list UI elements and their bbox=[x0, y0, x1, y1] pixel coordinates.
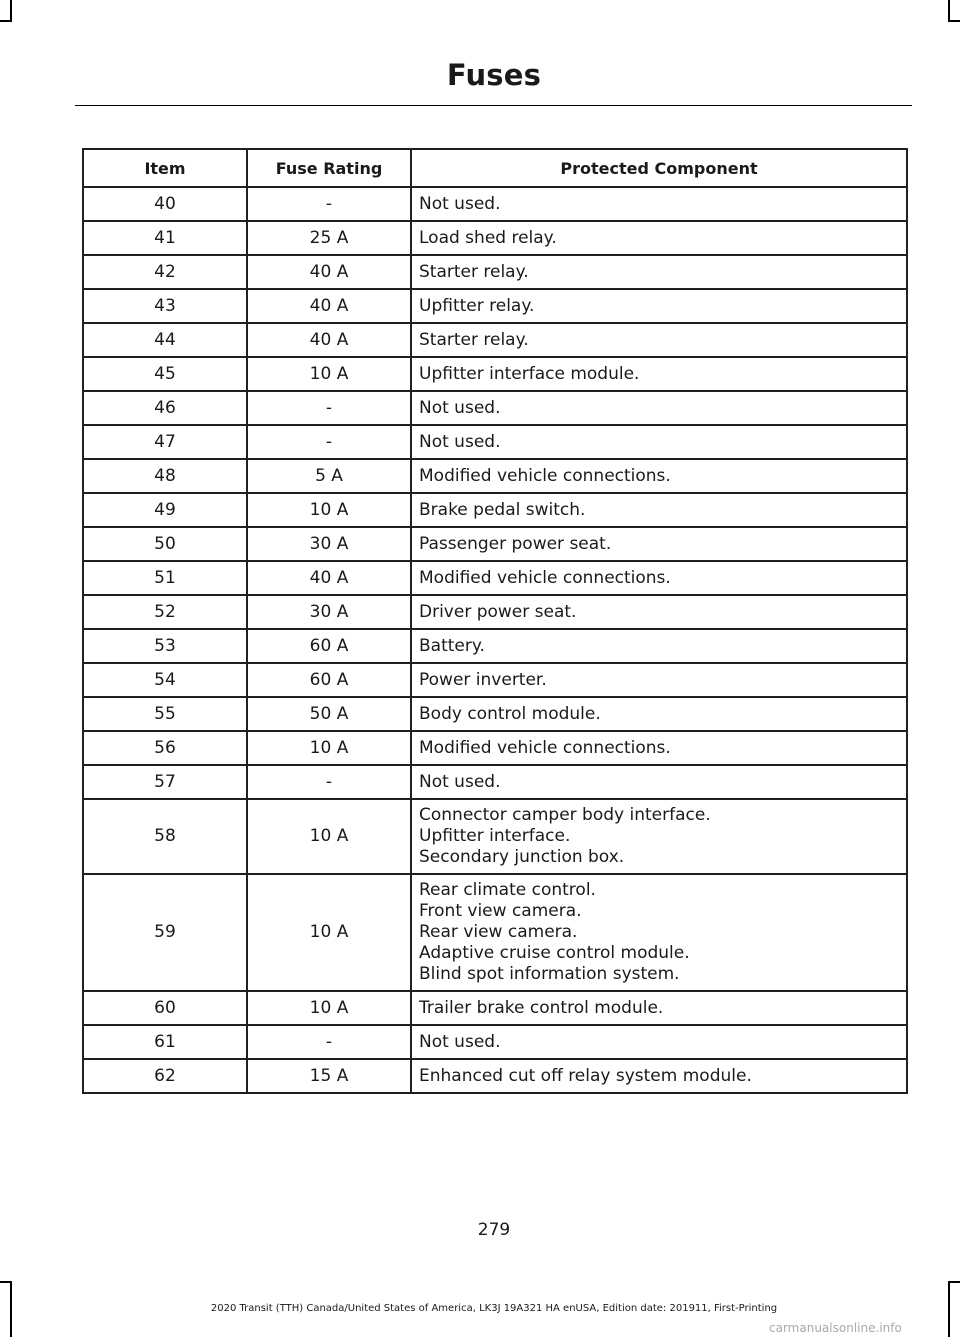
edition-footer: 2020 Transit (TTH) Canada/United States of America, LK3J 19A321 HA enUSA, Edition date: 201911, First-Printing bbox=[210, 1303, 778, 1314]
cell-fuse-rating: 40 A bbox=[247, 289, 411, 323]
cell-protected-component bbox=[411, 663, 907, 697]
component-line: Not used. bbox=[419, 771, 501, 792]
table-row bbox=[83, 187, 907, 221]
cell-protected-component bbox=[411, 289, 907, 323]
table-row bbox=[83, 1059, 907, 1093]
page-title: Fuses bbox=[446, 58, 542, 92]
component-line: Modified vehicle connections. bbox=[419, 567, 671, 588]
table-row bbox=[83, 493, 907, 527]
page-number: 279 bbox=[477, 1220, 511, 1240]
table-row bbox=[83, 357, 907, 391]
cell-fuse-rating: 15 A bbox=[247, 1059, 411, 1093]
component-line: Driver power seat. bbox=[419, 601, 577, 622]
cell-item: 46 bbox=[83, 391, 247, 425]
cell-protected-component bbox=[411, 459, 907, 493]
cell-fuse-rating: 10 A bbox=[247, 874, 411, 991]
cell-fuse-rating: 10 A bbox=[247, 357, 411, 391]
table-row bbox=[83, 595, 907, 629]
crop-mark-bottom-left-h bbox=[0, 1281, 12, 1283]
cell-protected-component bbox=[411, 493, 907, 527]
cell-protected-component bbox=[411, 425, 907, 459]
cell-item: 58 bbox=[83, 799, 247, 874]
cell-item: 50 bbox=[83, 527, 247, 561]
cell-item: 49 bbox=[83, 493, 247, 527]
table-row bbox=[83, 323, 907, 357]
cell-fuse-rating: - bbox=[247, 765, 411, 799]
component-line: Passenger power seat. bbox=[419, 533, 612, 554]
cell-protected-component bbox=[411, 991, 907, 1025]
cell-fuse-rating: 5 A bbox=[247, 459, 411, 493]
component-line: Body control module. bbox=[419, 703, 601, 724]
cell-protected-component bbox=[411, 765, 907, 799]
cell-item: 57 bbox=[83, 765, 247, 799]
cell-protected-component bbox=[411, 629, 907, 663]
table-row bbox=[83, 459, 907, 493]
component-line: Rear climate control. bbox=[419, 880, 596, 900]
cell-protected-component bbox=[411, 561, 907, 595]
crop-mark-top-right-h bbox=[948, 20, 960, 22]
cell-fuse-rating: 60 A bbox=[247, 663, 411, 697]
table-row bbox=[83, 629, 907, 663]
cell-fuse-rating: 30 A bbox=[247, 527, 411, 561]
component-line: Rear view camera. bbox=[419, 922, 578, 942]
cell-item: 44 bbox=[83, 323, 247, 357]
cell-item: 60 bbox=[83, 991, 247, 1025]
cell-item: 47 bbox=[83, 425, 247, 459]
component-line: Battery. bbox=[419, 635, 485, 656]
cell-item: 51 bbox=[83, 561, 247, 595]
component-line: Not used. bbox=[419, 193, 501, 214]
cell-protected-component bbox=[411, 323, 907, 357]
table-header-row bbox=[83, 149, 907, 187]
cell-item: 41 bbox=[83, 221, 247, 255]
component-line: Enhanced cut off relay system module. bbox=[419, 1065, 752, 1086]
cell-protected-component bbox=[411, 799, 907, 874]
component-line: Power inverter. bbox=[419, 669, 547, 690]
cell-protected-component bbox=[411, 731, 907, 765]
table-row bbox=[83, 697, 907, 731]
component-line: Secondary junction box. bbox=[419, 847, 625, 867]
component-line: Not used. bbox=[419, 397, 501, 418]
cell-protected-component bbox=[411, 874, 907, 991]
cell-item: 54 bbox=[83, 663, 247, 697]
table-row bbox=[83, 425, 907, 459]
cell-item: 45 bbox=[83, 357, 247, 391]
column-header-protected-component: Protected Component bbox=[411, 149, 907, 187]
cell-item: 42 bbox=[83, 255, 247, 289]
cell-item: 56 bbox=[83, 731, 247, 765]
table-body bbox=[83, 187, 907, 1093]
cell-fuse-rating: 25 A bbox=[247, 221, 411, 255]
cell-protected-component bbox=[411, 527, 907, 561]
table-row bbox=[83, 731, 907, 765]
cell-item: 43 bbox=[83, 289, 247, 323]
component-line: Connector camper body interface. bbox=[419, 805, 711, 825]
column-header-item: Item bbox=[83, 149, 247, 187]
table-row bbox=[83, 991, 907, 1025]
table-row bbox=[83, 799, 907, 874]
cell-item: 48 bbox=[83, 459, 247, 493]
component-line: Starter relay. bbox=[419, 261, 529, 282]
cell-protected-component bbox=[411, 697, 907, 731]
component-line: Not used. bbox=[419, 431, 501, 452]
crop-mark-bottom-right-h bbox=[948, 1281, 960, 1283]
table-row bbox=[83, 1025, 907, 1059]
cell-fuse-rating: 60 A bbox=[247, 629, 411, 663]
cell-item: 40 bbox=[83, 187, 247, 221]
cell-fuse-rating: - bbox=[247, 391, 411, 425]
table-row bbox=[83, 663, 907, 697]
cell-fuse-rating: 10 A bbox=[247, 991, 411, 1025]
table-row bbox=[83, 289, 907, 323]
crop-mark-top-right-v bbox=[948, 0, 950, 22]
component-line: Blind spot information system. bbox=[419, 964, 680, 984]
cell-fuse-rating: 50 A bbox=[247, 697, 411, 731]
component-line: Not used. bbox=[419, 1031, 501, 1052]
crop-mark-top-left-v bbox=[10, 0, 12, 22]
table-row bbox=[83, 874, 907, 991]
cell-fuse-rating: 30 A bbox=[247, 595, 411, 629]
component-line: Front view camera. bbox=[419, 901, 582, 921]
component-line: Upfitter interface. bbox=[419, 826, 571, 846]
cell-protected-component bbox=[411, 1025, 907, 1059]
cell-fuse-rating: 10 A bbox=[247, 799, 411, 874]
cell-protected-component bbox=[411, 391, 907, 425]
component-line: Modified vehicle connections. bbox=[419, 465, 671, 486]
component-line: Brake pedal switch. bbox=[419, 499, 586, 520]
component-line: Modified vehicle connections. bbox=[419, 737, 671, 758]
cell-fuse-rating: - bbox=[247, 1025, 411, 1059]
cell-item: 52 bbox=[83, 595, 247, 629]
cell-protected-component bbox=[411, 595, 907, 629]
column-header-fuse-rating: Fuse Rating bbox=[247, 149, 411, 187]
crop-mark-top-left-h bbox=[0, 20, 12, 22]
cell-protected-component bbox=[411, 187, 907, 221]
table-row bbox=[83, 255, 907, 289]
cell-protected-component bbox=[411, 255, 907, 289]
cell-fuse-rating: 10 A bbox=[247, 493, 411, 527]
cell-fuse-rating: - bbox=[247, 187, 411, 221]
component-line: Upfitter interface module. bbox=[419, 363, 640, 384]
cell-item: 59 bbox=[83, 874, 247, 991]
cell-item: 53 bbox=[83, 629, 247, 663]
cell-protected-component bbox=[411, 1059, 907, 1093]
component-line: Starter relay. bbox=[419, 329, 529, 350]
cell-item: 61 bbox=[83, 1025, 247, 1059]
cell-fuse-rating: - bbox=[247, 425, 411, 459]
component-line: Trailer brake control module. bbox=[419, 997, 664, 1018]
cell-fuse-rating: 40 A bbox=[247, 255, 411, 289]
fuse-table bbox=[82, 148, 908, 1094]
component-line: Upfitter relay. bbox=[419, 295, 535, 316]
cell-fuse-rating: 40 A bbox=[247, 561, 411, 595]
cell-fuse-rating: 10 A bbox=[247, 731, 411, 765]
table-row bbox=[83, 765, 907, 799]
header-divider bbox=[75, 105, 912, 106]
cell-protected-component bbox=[411, 221, 907, 255]
cell-protected-component bbox=[411, 357, 907, 391]
cell-item: 62 bbox=[83, 1059, 247, 1093]
component-line: Adaptive cruise control module. bbox=[419, 943, 690, 963]
cell-item: 55 bbox=[83, 697, 247, 731]
table-row bbox=[83, 391, 907, 425]
table-row bbox=[83, 561, 907, 595]
table-row bbox=[83, 527, 907, 561]
watermark-text: carmanualsonline.info bbox=[769, 1321, 902, 1335]
component-line: Load shed relay. bbox=[419, 227, 557, 248]
table-row bbox=[83, 221, 907, 255]
cell-fuse-rating: 40 A bbox=[247, 323, 411, 357]
